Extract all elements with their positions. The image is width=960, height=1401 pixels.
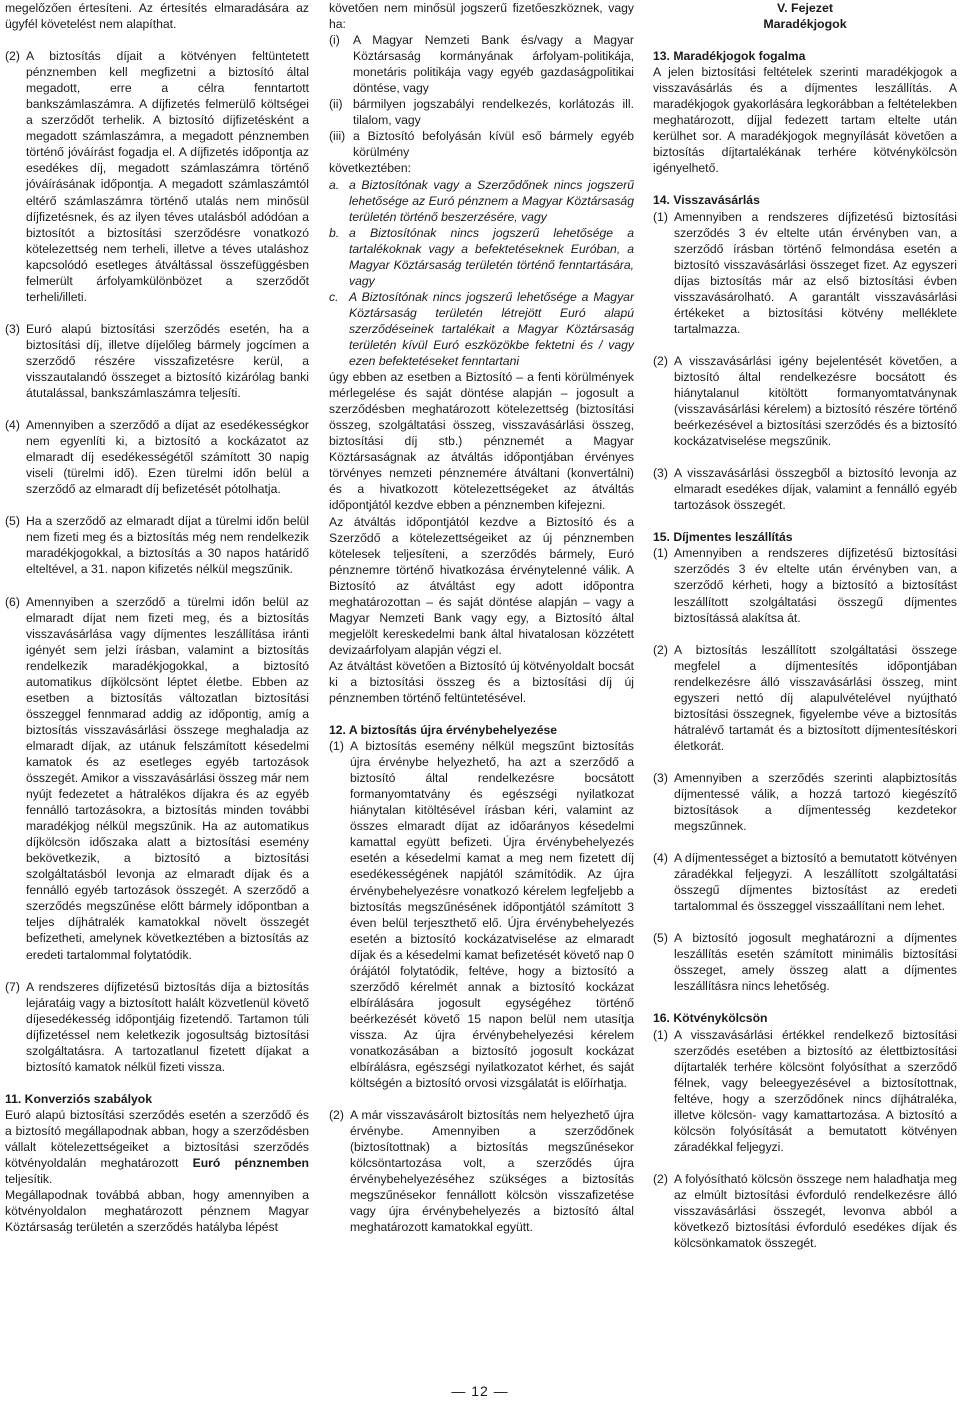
paragraph-3 <box>5 321 309 401</box>
paragraph-7 <box>5 979 309 1075</box>
paragraph-conversion-3: Az átváltást követően a Biztosító új kötvényoldalt bocsát ki a biztosítási összeg és a biztosítási díj új pénznemben történő feltüntetésével. <box>329 658 634 706</box>
chapter-number: V. Fejezet <box>776 1 834 15</box>
section-15-paragraph-2 <box>653 642 957 754</box>
paragraph-text: A biztosítás leszállított szolgáltatási összege megfelel a díjmentesítés időpontjában rendelkezésre álló visszavásárlási összeg, mint egyszeri nettó díj alapulvételével nyújtható biztosítási összegnek, figyelembe véve a biztosítás hátralévő tartamát és a biztosított díjmentesítéskori életkorát. <box>674 642 957 753</box>
list-item-i <box>329 32 634 96</box>
section-14-paragraph-2 <box>653 353 957 449</box>
section-13-paragraph: A jelen biztosítási feltételek szerinti maradékjogok a visszavásárlás és a díjmentes leszállítás. A maradékjogok gyakorlására legkorábban a feltételekben meghatározott, díjjal fedezett tartam eltelte után kerülhet sor. A maradékjogok megnyílását követően a biztosítás díjtartalékának terhére kötvénykölcsön igényelhető. <box>653 65 957 176</box>
section-heading-12: 12. A biztosítás újra érvénybehelyezése <box>329 723 558 738</box>
section-14-paragraph-1 <box>653 209 957 337</box>
column-right <box>653 0 957 1251</box>
section-12-paragraph-2 <box>329 1107 634 1235</box>
paragraph-intro: követően nem minősül jogszerű fizetőeszköznek, vagy ha: <box>329 1 634 32</box>
paragraph-number: (5) <box>5 514 20 529</box>
paragraph-number: (4) <box>653 851 668 866</box>
paragraph-number: (2) <box>653 353 668 368</box>
paragraph-number: (3) <box>653 770 668 785</box>
text-run: teljesítik. <box>5 1172 53 1187</box>
paragraph-number: (3) <box>653 466 668 481</box>
list-text: a Biztosító befolyásán kívül eső bármely egyéb körülmény <box>353 129 634 160</box>
paragraph-text: A rendszeres díjfizetésű biztosítás díja a biztosítás lejáratáig vagy a biztosított halált közvetlenül követő díjesedékesség időpontjáig fizetendő. Tartamon túli díjfizetéssel nem keletkezik jogosultság biztosítási szolgáltatásra. A tartozatlanul fizetett díjakat a biztosító kamatok nélkül fizeti vissza. <box>26 979 309 1074</box>
section-14-paragraph-3 <box>653 465 957 513</box>
paragraph-text: A visszavásárlási értékkel rendelkező biztosítási szerződés esetében a biztosító az élettbiztosítási díjtartalék terhére kölcsönt folyósíthat a szerződő félnek, vagy beleegyezésével a biztosítottnak, feltéve, hogy a szerződőnek nincs díjhátraléka, illetve kölcsön- vagy kamattartozása. A biztosító a kölcsön folyósítását a bemutatott kötvényen záradékkal feljegyzi. <box>674 1027 957 1154</box>
chapter-title: Maradékjogok <box>763 17 847 32</box>
list-letter: c. <box>329 289 339 304</box>
section-15-paragraph-1 <box>653 545 957 625</box>
section-11-paragraph-1 <box>5 1107 309 1187</box>
paragraph-text: Amennyiben a rendszeres díjfizetésű biztosítási szerződés 3 év eltelte után érvényben van, a szerződő kérheti, hogy a biztosító a biztosítást leszállított szolgáltatási összegű díjmentes biztosítássá alakítsa át. <box>674 546 957 625</box>
section-heading-13: 13. Maradékjogok fogalma <box>653 49 806 64</box>
list-letter: b. <box>329 225 340 240</box>
list-item-c <box>329 289 634 369</box>
section-heading-11: 11. Konverziós szabályok <box>5 1091 152 1106</box>
list-item-b <box>329 225 634 289</box>
paragraph-6 <box>5 594 309 963</box>
list-item-iii <box>329 128 634 160</box>
list-text: A Biztosítónak nincs jogszerű lehetősége a Magyar Köztársaság területén létrejött Euró alapú szerződéseinek tartalékait a Magyar Köztársaság területén kívül Euró eszközökbe fektetni és / vagy ezen befektetéseket fenntartani <box>349 289 634 369</box>
paragraph-text: A díjmentességet a biztosító a bemutatott kötvényen záradékkal feljegyzi. A leszállított szolgáltatási összegű díjmentes biztosítást az eredeti tartalommal és összeggel visszaállítani nem lehet. <box>674 851 957 914</box>
paragraph-number: (3) <box>5 321 20 336</box>
list-letter: a. <box>329 177 340 192</box>
paragraph-text: Ha a szerződő az elmaradt díjat a türelmi időn belül nem fizeti meg és a biztosítás még nem rendelkezik maradékjogokkal, a biztosítás a 30 napos határidő elteltével, a 31. napon kifizetés nélkül megszűnik. <box>26 514 309 577</box>
paragraph-number: (2) <box>329 1108 344 1123</box>
section-heading-14: 14. Visszavásárlás <box>653 193 760 208</box>
paragraph-number: (1) <box>653 209 668 224</box>
paragraph-number: (1) <box>653 546 668 561</box>
paragraph-number: (2) <box>653 642 668 657</box>
paragraph-text: Amennyiben a szerződő a díjat az esedékességkor nem egyenlíti ki, a biztosító a kockázatot az elmaradt díj esedékességétől számított 30 napig viseli (türelmi idő). Ezen türelmi időn belül a szerződő az elmaradt díj befizetését pótolhatja. <box>26 418 309 497</box>
list-number: (i) <box>329 33 340 48</box>
list-text: a Biztosítónak nincs jogszerű lehetősége a tartalékoknak vagy a befektetéseknek Euróban, a Magyar Köztársaság területén történő fenntartására, vagy <box>349 225 634 288</box>
column-left <box>5 0 309 1235</box>
paragraph-text: Euró alapú biztosítási szerződés esetén, ha a biztosítási díj, illetve díjelőleg bármely jogcímen a szerződő részére visszafizetésre kerül, a visszautalandó összeget a biztosító kizárólag banki átutalással, bankszámlaszámra teljesíti. <box>26 321 309 401</box>
column-middle <box>329 0 634 1236</box>
section-15-paragraph-5 <box>653 930 957 994</box>
paragraph-2 <box>5 48 309 305</box>
paragraph-number: (5) <box>653 931 668 946</box>
paragraph-text: Amennyiben a szerződés szerinti alapbiztosítás díjmentessé válik, a hozzá tartozó kiegészítő biztosítások a díjmentesség kezdetekor megszűnnek. <box>674 770 957 834</box>
paragraph-number: (2) <box>5 49 20 64</box>
paragraph-text: A biztosítás esemény nélkül megszűnt biztosítás újra érvénybe helyezhető, ha azt a szerződő a biztosító által rendelkezésre bocsátott formanyomtatvány és egészségi nyilatkozat hiánytalan kitöltésével írásban kéri, valamint az összes elmaradt díjat az időarányos késedelmi kamattal együtt befizeti. Újra érvénybehelyezés esetén a késedelmi kamat a meg nem fizetett díj esedékességének napjától számítódik. Az újra érvénybehelyezésre vonatkozó kérelem legfeljebb a biztosítás megszűnésének időpontjától számított 3 éven belül terjeszthető elő. Újra érvénybehelyezés esetén a biztosító kockázatviselése az elmaradt díjak és a késedelmi kamat befizetését követő nap 0 órájától folytatódik, feltéve, hogy a biztosító a szerződő kérelmét annak a biztosító kockázat elbírálására jogosult egységéhez történő beérkezését követő 15 napon belül nem utasítja vissza. Az újra érvénybehelyezési kérelem vonatkozásában a biztosító jogosult kockázat elbírálásra, egészségi nyilatkozatot kérhet, és saját költségén a biztosító orvosi vizsgálatát is előírhatja. <box>350 739 634 1091</box>
paragraph-text: A biztosítás díjait a kötvényen feltüntetett pénznemben kell megfizetni a biztosító által megadott, erre a célra fenntartott bankszámlaszámra. A díjfizetés felmerülő költségei a szerződőt terhelik. A biztosító díjfizetésként a megadott számlaszámra, a megadott pénznemben történő jóváírást fogadja el. A díjfizetés időpontja az esedékes díj, megadott számlaszámra történő jóváírásának időpontja. A megadott számlaszámtól eltérő számlaszámra történő utalás nem minősül díjfizetésnek, és az ilyen téves utalásból adódóan a biztosítót a biztosítási szerződésre vonatkozó kötelezettség nem terheli, illetve a téves utaláshoz kapcsolódó esetleges átváltással összefüggésben felmerült árfolyamkülönbözet a szerződőt terheli/illeti. <box>26 49 309 304</box>
list-text: A Magyar Nemzeti Bank és/vagy a Magyar Köztársaság kormányának árfolyam-politikája, monetáris politikája vagy egyéb gazdaságpolitikai döntése, vagy <box>353 33 634 96</box>
section-12-paragraph-1 <box>329 738 634 1091</box>
paragraph-4 <box>5 417 309 497</box>
paragraph-conversion-1: úgy ebben az esetben a Biztosító – a fenti körülmények mérlegelése és saját döntése alapján – jogosult a szerződésben meghatározott kötelezettség (biztosítási összeg, szolgáltatási összeg, visszavásárlási összeg, biztosítási díj stb.) pénznemét a Magyar Köztársaságnak az átváltás időpontjában érvényes törvényes nemzeti pénznemére átváltani (konvertálni) és a hivatkozott kötelezettségeket az átváltás időpontjától kezdve ebben a pénznemben kifejezni. <box>329 370 634 513</box>
list-item-a <box>329 177 634 225</box>
text-run: Euró alapú biztosítási szerződés esetén a szerződő és a biztosító megállapodnak abban, hogy a szerződésben vállalt kötelezettségeiket a biztosítási szerződés kötvényoldalán meghatározott <box>5 1107 309 1171</box>
paragraph-number: (7) <box>5 979 20 994</box>
section-16-paragraph-1 <box>653 1027 957 1155</box>
paragraph-text: A biztosító jogosult meghatározni a díjmentes leszállítás esetén számított minimális biztosítási összeget, amely összeg alatt a díjmentes leszállításra nincs lehetőség. <box>674 931 957 994</box>
paragraph-text: Amennyiben a rendszeres díjfizetésű biztosítási szerződés 3 év eltelte után érvényben van, a szerződő írásban történő felmondása esetén a biztosító visszavásárlási összeget fizet. Az egyszeri díjas biztosítás már az első biztosítási évben visszavásárolható. A garantált visszavásárlási értékeket a biztosítási kötvény melléklete tartalmazza. <box>674 209 957 336</box>
list-number: (iii) <box>329 129 346 144</box>
paragraph-intro: megelőzően értesíteni. Az értesítés elmaradására az ügyfél követelést nem alapíthat. <box>5 1 309 32</box>
paragraph-text: Amennyiben a szerződő a türelmi időn belül az elmaradt díjat nem fizeti meg, és a biztosítás visszavásárlása vagy díjmentes leszállítása iránti igényét sem jelzi írásban, valamint a biztosítás rendelkezik maradékjogokkal, a biztosító automatikus díjkölcsönt léptet életbe. Ebben az esetben a biztosítás változatlan biztosítási összeggel fennmarad addig az időpontig, amíg a biztosítás visszavásárlási összege meghaladja az elmaradt díjak, az utánuk felszámított késedelmi kamatok és az esetleges egyéb tartozások összegét. Amikor a visszavásárlási összeg már nem nyújt fedezetet a hátralékos díjakra és az egyéb fennálló tartozásokra, a biztosítás minden további maradékjog nélkül megszűnik. Ha az automatikus díjkölcsön időszaka alatt a biztosítási esemény bekövetkezik, a biztosító a biztosítási szolgáltatásból levonja az elmaradt díjak és a fennálló egyéb tartozások összegét. A szerződő a szerződés megszűnése előtt bármely időpontban a teljes díjhátralék kamatokkal növelt összegét befizetheti, amelynek következtében a biztosítás az eredeti tartalommal folytatódik. <box>26 594 309 962</box>
paragraph-conversion-2: Az átváltás időpontjától kezdve a Biztosító és a Szerződő a kötelezettségeiket az új pénznemben kötelesek teljesíteni, a szerződés bármely, Euró pénznemre történő hivatkozása érvénytelenné válik. A Biztosító az átváltást egy adott időpontra meghatározottan – és saját döntése alapján – vagy a Magyar Nemzeti Bank vagy egy, a Biztosító által megjelölt kereskedelmi bank által hivatalosan közzétett devizaárfolyam alapján végzi el. <box>329 514 634 657</box>
section-heading-16: 16. Kötvénykölcsön <box>653 1011 768 1026</box>
list-number: (ii) <box>329 97 343 112</box>
section-15-paragraph-4 <box>653 850 957 914</box>
text-run-bold: Euró pénznemben <box>192 1156 309 1171</box>
paragraph-number: (1) <box>329 739 344 754</box>
paragraph-number: (6) <box>5 594 20 609</box>
section-15-paragraph-3 <box>653 770 957 834</box>
section-11-paragraph-2: Megállapodnak továbbá abban, hogy amennyiben a kötvényoldalon meghatározott pénznem Magyar Köztársaság területén a szerződés hatályba lépést <box>5 1188 309 1235</box>
paragraph-5 <box>5 513 309 577</box>
page-number: — 12 — <box>451 1383 509 1399</box>
list-item-ii <box>329 96 634 128</box>
paragraph-text: A már visszavásárolt biztosítás nem helyezhető újra érvénybe. Amennyiben a szerződőnek (biztosítottnak) a biztosítás megszűnésekor kölcsöntartozása volt, a szerződés újra érvénybehelyezéséhez szükséges a biztosítás megszűnésekor fennállott kölcsön visszafizetése vagy újra érvénybehelyezés a biztosító által meghatározott kamatokkal együtt. <box>350 1108 634 1235</box>
section-heading-15: 15. Díjmentes leszállítás <box>653 530 793 545</box>
paragraph-text: A folyósítható kölcsön összege nem haladhatja meg az elmúlt biztosítási évforduló rendelkezésre álló visszavásárlási összegét, levonva abból a következő biztosítási évforduló esedékes díjak és kölcsönkamatok összegét. <box>674 1171 957 1251</box>
paragraph-number: (4) <box>5 418 20 433</box>
list-text: a Biztosítónak vagy a Szerződőnek nincs jogszerű lehetősége az Euró pénznem a Magyar Köztársaság területén történő beszerzésére, vagy <box>349 177 634 224</box>
paragraph-text: A visszavásárlási összegből a biztosító levonja az elmaradt esedékes díjak, valamint a fennálló egyéb tartozások összegét. <box>674 466 957 513</box>
section-16-paragraph-2 <box>653 1171 957 1251</box>
paragraph-number: (1) <box>653 1027 668 1042</box>
paragraph-number: (2) <box>653 1171 668 1186</box>
list-text: bármilyen jogszabályi rendelkezés, korlátozás ill. tilalom, vagy <box>353 97 634 128</box>
consequence-label: következtében: <box>329 161 411 176</box>
paragraph-text: A visszavásárlási igény bejelentését követően, a biztosító által rendelkezésre bocsátott és hiánytalanul kitöltött formanyomtatványnak (visszavásárlási kérelem) a biztosító részére történő beérkezésével a biztosítási szerződés és a biztosító kockázatviselése megszűnik. <box>674 353 957 449</box>
